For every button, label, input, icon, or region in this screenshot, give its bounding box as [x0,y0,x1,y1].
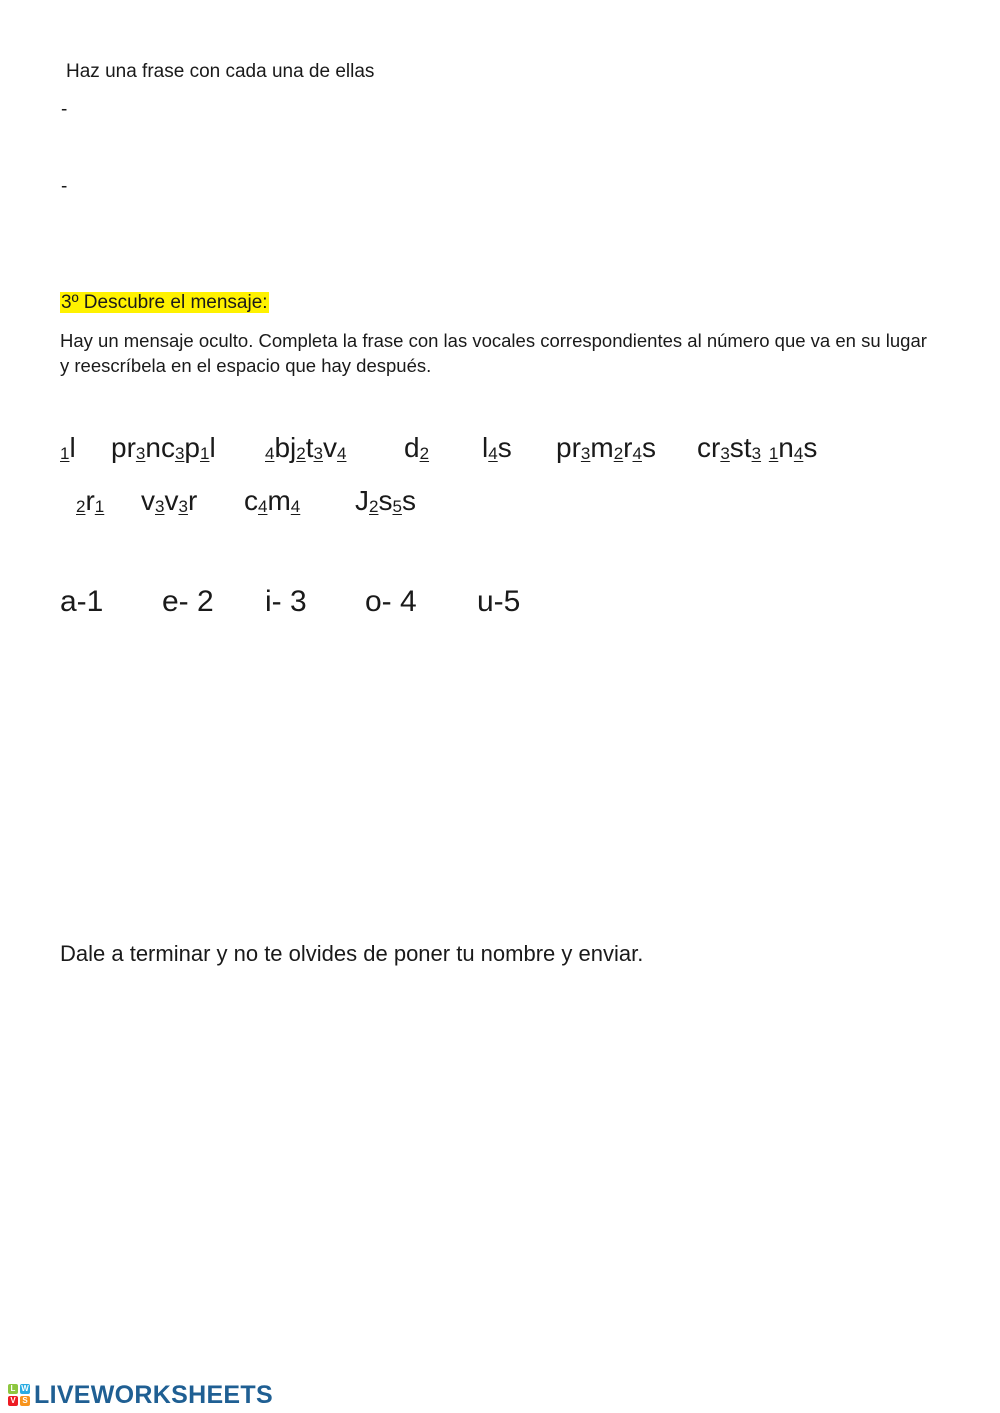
logo-block: W [21,1384,29,1393]
cipher-letters: pr [111,432,136,463]
vowel-key-item: a-1 [60,585,104,618]
cipher-number: 1 [94,497,105,516]
cipher-letters: m [590,432,614,463]
logo-text: LIVEWORKSHEETS [34,1380,273,1409]
cipher-line1-word-3 [265,432,346,464]
cipher-letters: s [401,485,416,516]
cipher-line1-word-1 [60,432,76,464]
cipher-letters: r [187,485,198,516]
section-title-highlight: 3º Descubre el mensaje: [61,292,268,313]
cipher-line1-word-2 [111,432,216,464]
cipher-letters: cr [697,432,721,463]
cipher-number: 2 [76,497,86,516]
instruction-text: Haz una frase con cada una de ellas [66,61,375,82]
cipher-number: 3 [751,444,762,463]
cipher-number: 4 [290,497,301,516]
cipher-number: 2 [419,444,430,463]
cipher-letters: v [141,485,155,516]
cipher-number: 1 [768,444,779,463]
cipher-letters: s [803,432,818,463]
cipher-line1-word-7 [697,432,817,464]
cipher-letters: m [267,485,291,516]
logo-block: S [20,1396,30,1406]
cipher-letters: nc [145,432,175,463]
cipher-number: 3 [580,444,591,463]
cipher-number: 2 [613,444,624,463]
section-title [60,292,269,314]
cipher-number: 3 [155,497,165,516]
cipher-number: 4 [336,444,347,463]
cipher-letters: bj [274,432,297,463]
cipher-letters: st [729,432,752,463]
cipher-letters: l [69,432,76,463]
cipher-letters: n [778,432,794,463]
answer-dash-2: - [61,176,68,197]
cipher-letters: J [355,485,369,516]
vowel-key [0,585,1000,625]
cipher-letters: v [164,485,179,516]
cipher-number: 2 [296,444,306,463]
cipher-letters: s [378,485,393,516]
cipher-letters: s [497,432,512,463]
cipher-number: 4 [488,444,498,463]
cipher-line-1 [0,432,1000,472]
cipher-number: 1 [200,444,210,463]
cipher-line2-word-4 [355,485,416,517]
cipher-line1-word-6 [556,432,656,464]
cipher-number: 1 [60,444,70,463]
cipher-number: 3 [720,444,730,463]
cipher-letters [761,432,769,463]
vowel-key-item: e- 2 [162,585,214,618]
cipher-number: 5 [392,497,402,516]
cipher-number: 3 [313,444,323,463]
cipher-letters: d [404,432,420,463]
cipher-line2-word-3 [244,485,300,517]
cipher-line1-word-5 [482,432,512,464]
cipher-line2-word-2 [141,485,197,517]
cipher-letters: t [305,432,314,463]
vowel-key-item: o- 4 [365,585,417,618]
cipher-number: 3 [174,444,185,463]
cipher-line1-word-4 [404,432,429,464]
cipher-number: 2 [369,497,379,516]
logo-block: V [8,1396,18,1406]
cipher-number: 4 [632,444,642,463]
cipher-letters: pr [556,432,581,463]
cipher-letters: l [482,432,489,463]
logo-blocks-icon [8,1384,30,1406]
cipher-number: 3 [178,497,188,516]
vowel-key-item: i- 3 [265,585,307,618]
cipher-line2-word-1 [76,485,104,517]
cipher-letters: c [244,485,258,516]
logo-block: L [8,1384,18,1394]
answer-dash-1: - [61,99,68,120]
cipher-letters: r [85,485,95,516]
vowel-key-item: u-5 [477,585,521,618]
cipher-number: 4 [258,497,268,516]
cipher-letters: v [322,432,337,463]
cipher-letters: s [641,432,656,463]
cipher-letters: l [209,432,216,463]
cipher-letters: p [184,432,200,463]
cipher-number: 3 [135,444,146,463]
cipher-number: 4 [793,444,804,463]
footer-instruction: Dale a terminar y no te olvides de poner tu nombre y enviar. [60,941,644,966]
cipher-letters: r [623,432,633,463]
instructions-paragraph: Hay un mensaje oculto. Completa la frase con las vocales correspondientes al número que va en su lugar y reescríbela en el espacio que hay después. [60,330,927,376]
liveworksheets-logo [8,1380,273,1410]
cipher-number: 4 [265,444,275,463]
cipher-line-2 [0,485,1000,525]
